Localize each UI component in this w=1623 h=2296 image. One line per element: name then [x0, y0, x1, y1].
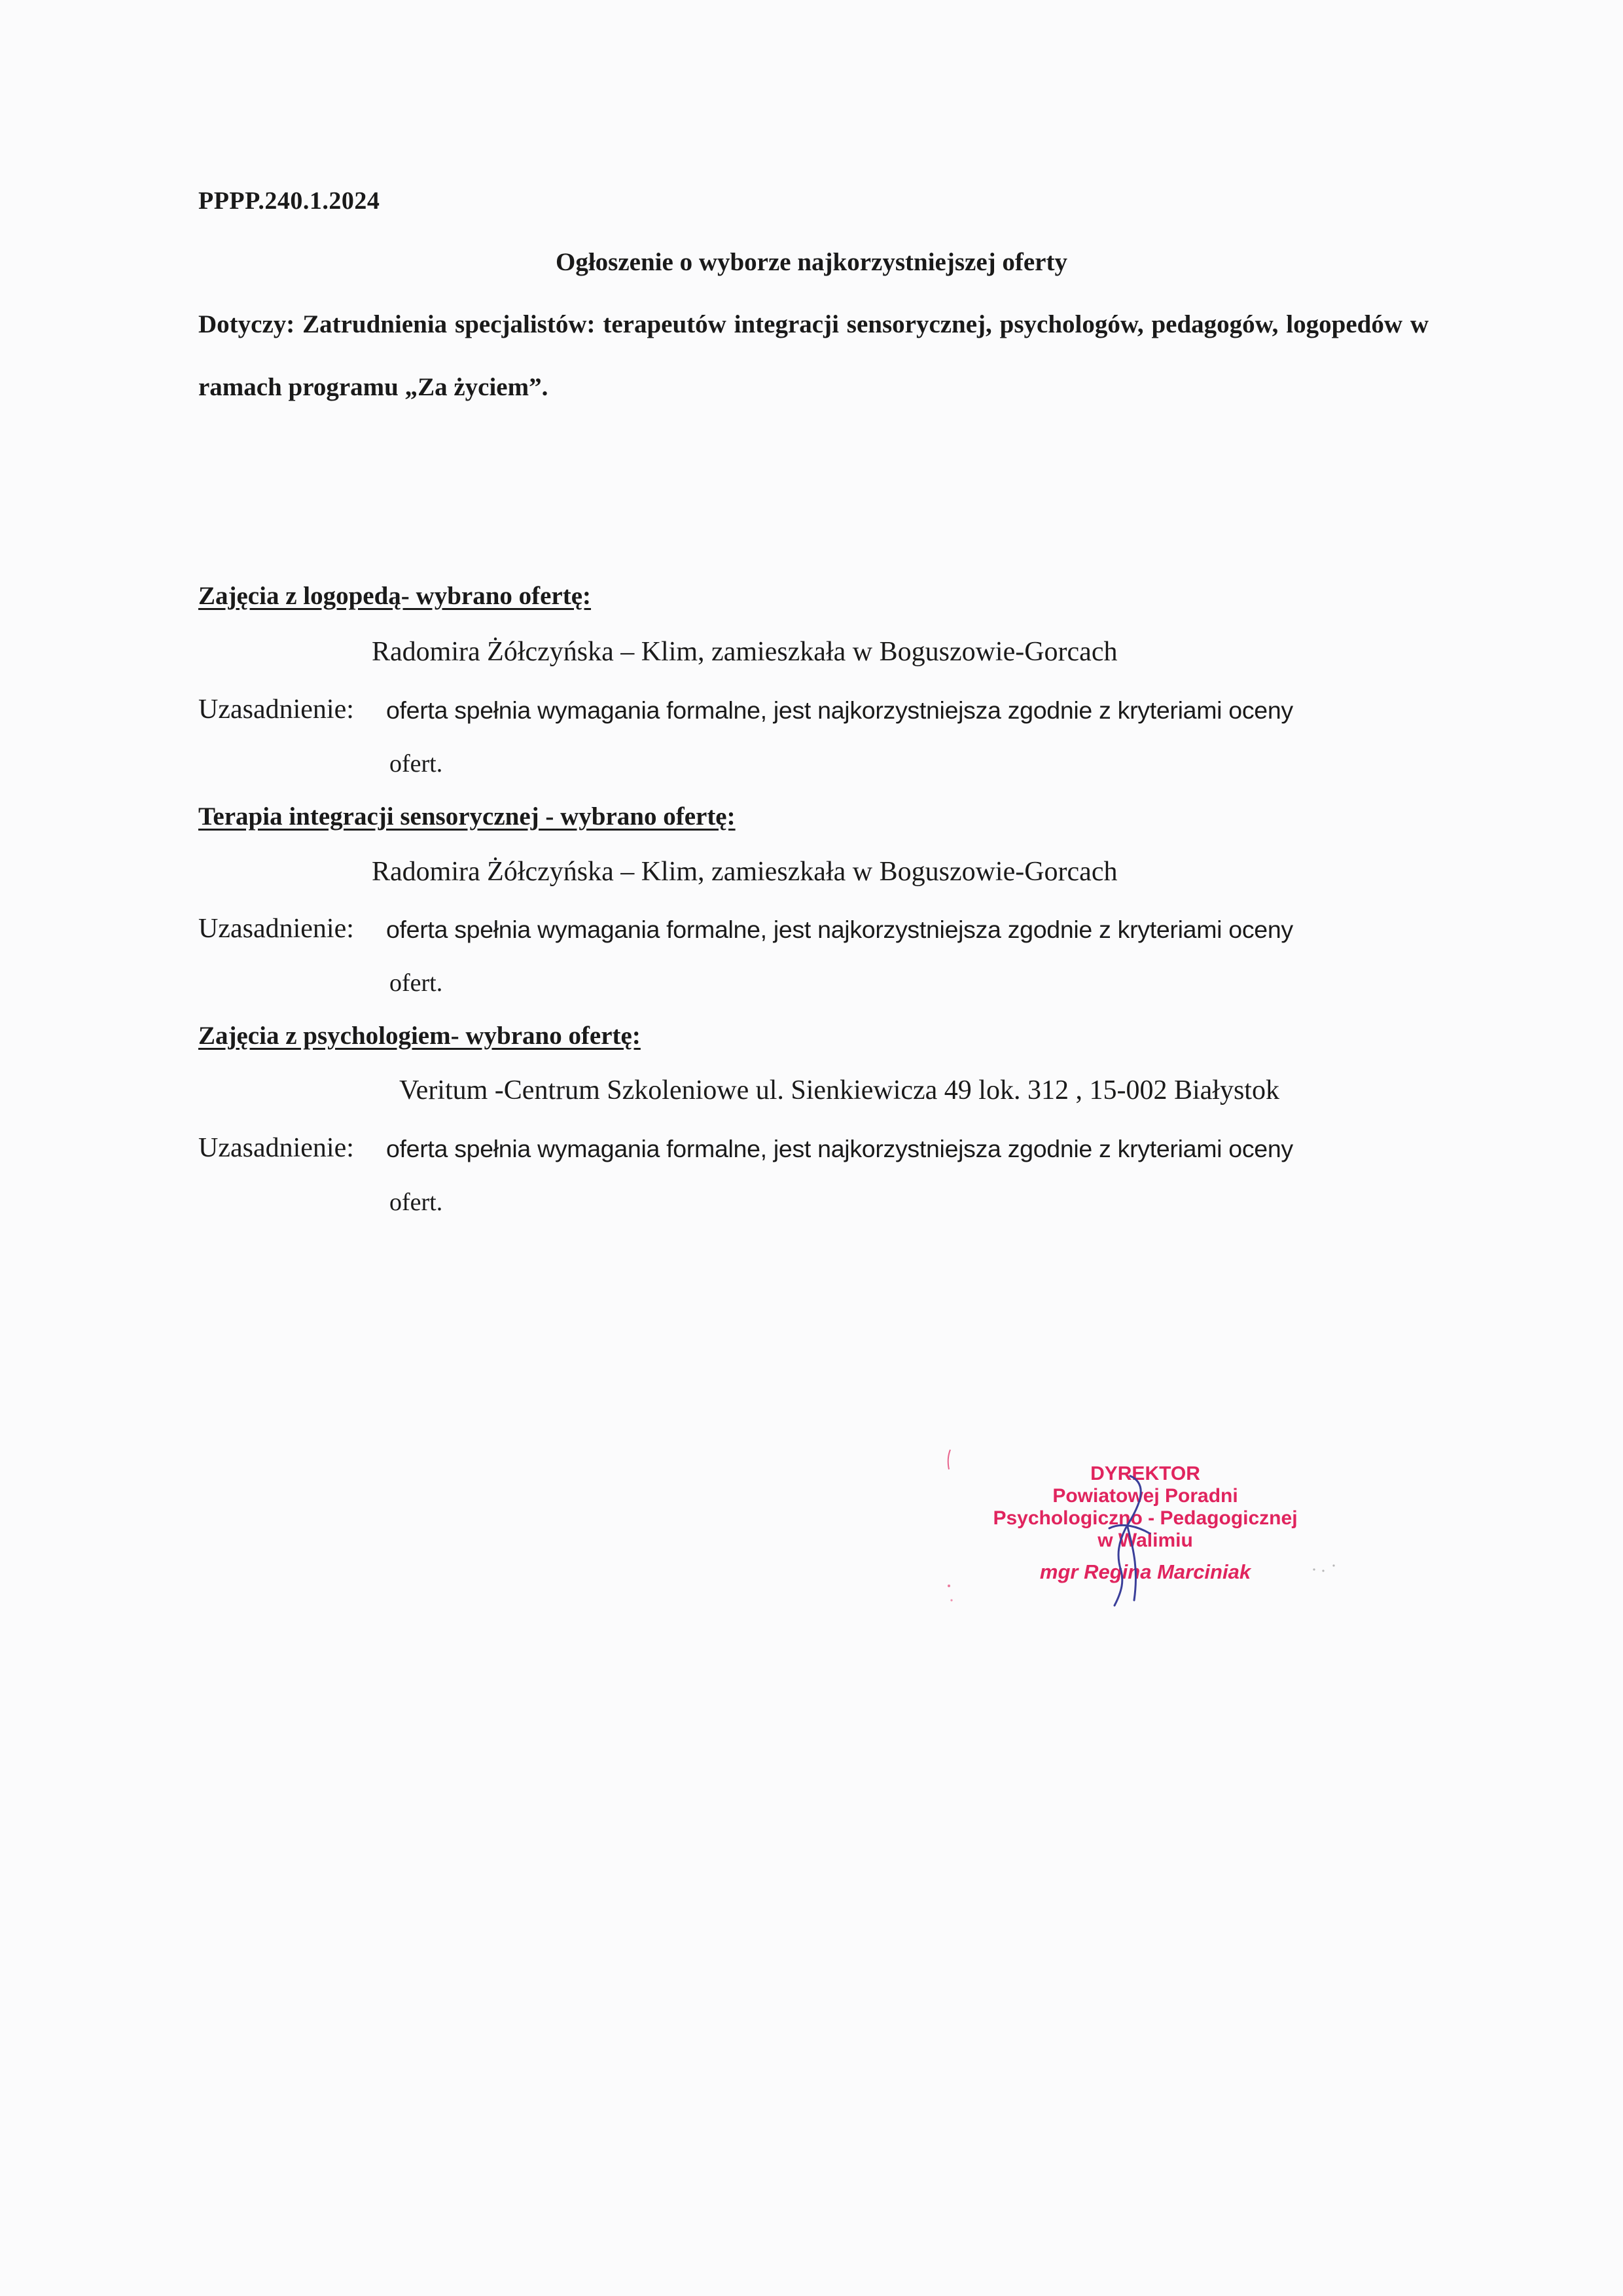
justification-label: Uzasadnienie: — [198, 1133, 354, 1163]
justification-text: oferta spełnia wymagania formalne, jest najkorzystniejsza zgodnie z kryteriami oceny — [386, 696, 1293, 724]
justification-text-continued: ofert. — [389, 1189, 443, 1216]
stamp-line: Powiatowej Poradni — [1052, 1485, 1238, 1507]
justification-text-continued: ofert. — [389, 969, 443, 997]
document-title: Ogłoszenie o wyborze najkorzystniejszej oferty — [556, 248, 1067, 276]
justification-label: Uzasadnienie: — [198, 694, 354, 725]
signature-icon — [1090, 1450, 1168, 1613]
stamp-line: Psychologiczno - Pedagogicznej — [993, 1507, 1298, 1529]
stamp-line: w Walimiu — [1097, 1530, 1193, 1551]
selected-offer: Radomira Żółczyńska – Klim, zamieszkała w Boguszowie-Gorcach — [372, 857, 1118, 887]
subject-paragraph: Dotyczy: Zatrudnienia specjalistów: terapeutów integracji sensorycznej, psychologów, pedagogów, logopedów w ramach programu „Za życiem”. — [198, 310, 1429, 401]
section-heading-psychologist: Zajęcia z psychologiem- wybrano ofertę: — [198, 1022, 641, 1050]
selected-offer: Radomira Żółczyńska – Klim, zamieszkała w Boguszowie-Gorcach — [372, 637, 1118, 667]
justification-label: Uzasadnienie: — [198, 914, 354, 944]
justification-text: oferta spełnia wymagania formalne, jest najkorzystniejsza zgodnie z kryteriami oceny — [386, 1135, 1293, 1162]
scan-mark — [942, 1443, 969, 1613]
section-heading-sensory-integration: Terapia integracji sensorycznej - wybrano ofertę: — [198, 802, 736, 831]
reference-number: PPPP.240.1.2024 — [198, 187, 380, 215]
scan-mark — [1309, 1558, 1342, 1577]
justification-text: oferta spełnia wymagania formalne, jest najkorzystniejsza zgodnie z kryteriami oceny — [386, 916, 1293, 943]
justification-text-continued: ofert. — [389, 750, 443, 778]
section-heading-speech-therapy: Zajęcia z logopedą- wybrano ofertę: — [198, 582, 592, 610]
stamp-line: DYREKTOR — [1090, 1463, 1200, 1484]
selected-offer: Veritum -Centrum Szkoleniowe ul. Sienkiewicza 49 lok. 312 , 15-002 Białystok — [399, 1075, 1279, 1105]
stamp-name: mgr Regina Marciniak — [1039, 1560, 1251, 1583]
